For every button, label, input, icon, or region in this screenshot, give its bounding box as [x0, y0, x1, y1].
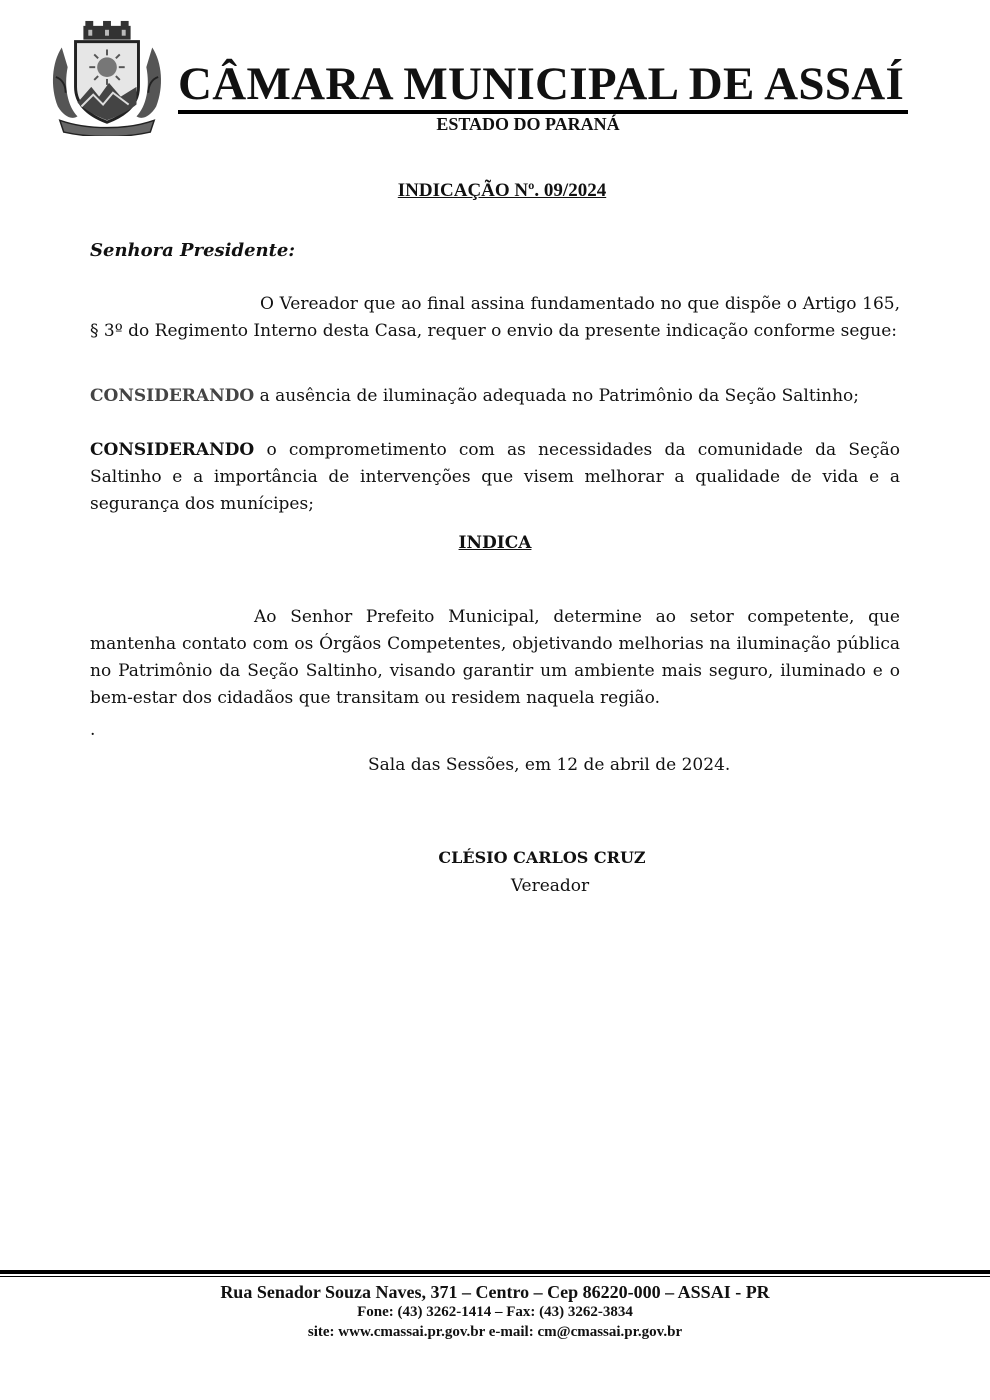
intro-text: O Vereador que ao final assina fundamentado no que dispõe o Artigo 165, § 3º do Regimento Interno desta Casa, requer o envio da presente indicação conforme segue: — [90, 294, 900, 341]
indica-text: Ao Senhor Prefeito Municipal, determine ao setor competente, que mantenha contato com os Órgãos Competentes, objetivando melhorias na iluminação pública no Patrimônio da Seção Saltinho, visando garantir um ambiente mais seguro, iluminado e o bem-estar dos cidadãos que transitam ou residem naquela região. — [90, 607, 900, 708]
intro-paragraph — [90, 291, 900, 345]
signer-role: Vereador — [510, 876, 590, 896]
footer-divider — [0, 1270, 990, 1274]
coat-of-arms-icon — [48, 18, 166, 136]
considerando-paragraph-1 — [90, 383, 900, 410]
stray-dot: . — [90, 720, 96, 740]
footer-contacts: site: www.cmassai.pr.gov.br e-mail: cm@cmassai.pr.gov.br — [307, 1324, 683, 1340]
footer-address: Rua Senador Souza Naves, 371 – Centro – Cep 86220-000 – ASSAI - PR — [220, 1282, 770, 1302]
date-line: Sala das Sessões, em 12 de abril de 2024. — [368, 755, 731, 775]
considerando-keyword: CONSIDERANDO — [90, 440, 255, 460]
considerando-paragraph-2 — [90, 437, 900, 518]
considerando-text: a ausência de iluminação adequada no Patrimônio da Seção Saltinho; — [254, 386, 859, 406]
signer-name: CLÉSIO CARLOS CRUZ — [438, 848, 646, 867]
document-title: INDICAÇÃO Nº. 09/2024 — [397, 180, 607, 201]
indica-paragraph — [90, 604, 900, 712]
footer-divider-thin — [0, 1276, 990, 1277]
header-subtitle: ESTADO DO PARANÁ — [436, 114, 620, 134]
salutation: Senhora Presidente: — [90, 240, 296, 261]
footer-phones: Fone: (43) 3262-1414 – Fax: (43) 3262-3834 — [357, 1304, 633, 1320]
considerando-keyword: CONSIDERANDO — [90, 386, 255, 406]
considerando-text: o comprometimento com as necessidades da comunidade da Seção Saltinho e a importância de intervenções que visem melhorar a qualidade de vida e a segurança dos munícipes; — [90, 440, 900, 514]
header-title: CÂMARA MUNICIPAL DE ASSAÍ — [178, 58, 908, 114]
indica-heading: INDICA — [458, 533, 532, 553]
